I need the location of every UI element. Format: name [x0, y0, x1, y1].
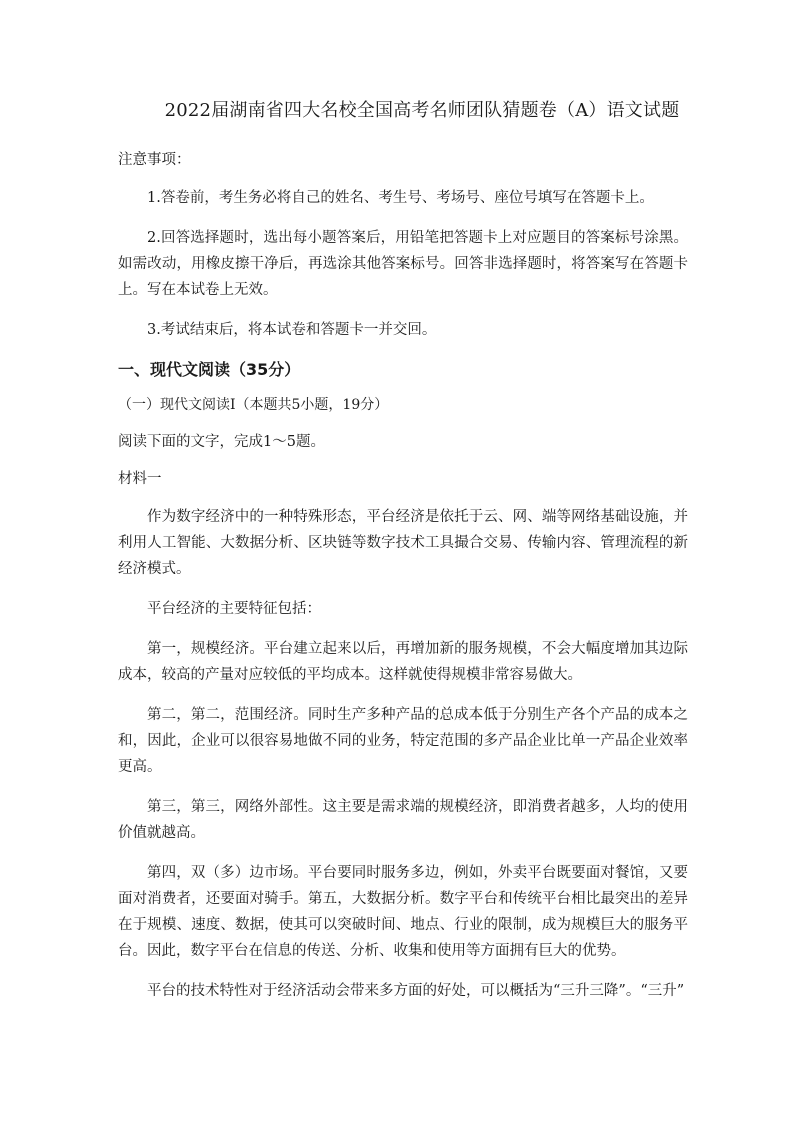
- notice-item-3: 3.考试结束后，将本试卷和答题卡一并交回。: [147, 322, 437, 338]
- notice-item-2: 2.回答选择题时，选出每小题答案后，用铅笔把答题卡上对应题目的答案标号涂黑。如需改动，用橡皮擦干净后，再选涂其他答案标号。回答非选择题时，将答案写在答题卡上。写在本试卷上无效。: [118, 230, 688, 298]
- notice-item-1: 1.答卷前，考生务必将自己的姓名、考生号、考场号、座位号填写在答题卡上。: [147, 190, 654, 206]
- subsection-heading: （一）现代文阅读Ⅰ（本题共5小题，19分）: [118, 397, 389, 413]
- paragraph: 平台经济的主要特征包括：: [147, 601, 321, 617]
- section-heading: 一、现代文阅读（35分）: [118, 360, 301, 379]
- paragraph: 第三，第三，网络外部性。这主要是需求端的规模经济，即消费者越多，人均的使用价值就越高。: [118, 799, 688, 841]
- reading-instruction: 阅读下面的文字，完成1～5题。: [118, 434, 325, 450]
- page-title: 2022届湖南省四大名校全国高考名师团队猜题卷（A）语文试题: [164, 100, 680, 121]
- paragraph: 第四，双（多）边市场。平台要同时服务多边，例如，外卖平台既要面对餐馆，又要面对消费者，还要面对骑手。第五，大数据分析。数字平台和传统平台相比最突出的差异在于规模、速度、数据，使其可以突破时间、地点、行业的限制，成为规模巨大的服务平台。因此，数字平台在信息的传送、分析、收集和使用等方面拥有巨大的优势。: [118, 865, 688, 959]
- paragraph: 作为数字经济中的一种特殊形态，平台经济是依托于云、网、端等网络基础设施，并利用人工智能、大数据分析、区块链等数字技术工具撮合交易、传输内容、管理流程的新经济模式。: [118, 509, 688, 577]
- notice-heading: 注意事项：: [118, 152, 191, 168]
- paragraph: 平台的技术特性对于经济活动会带来多方面的好处，可以概括为“三升三降”。“三升”: [147, 983, 685, 999]
- paragraph: 第二，第二，范围经济。同时生产多种产品的总成本低于分别生产各个产品的成本之和，因此，企业可以很容易地做不同的业务，特定范围的多产品企业比单一产品企业效率更高。: [118, 707, 688, 775]
- material-heading: 材料一: [118, 471, 162, 487]
- exam-page: [118, 96, 688, 1018]
- paragraph: 第一，规模经济。平台建立起来以后，再增加新的服务规模，不会大幅度增加其边际成本，较高的产量对应较低的平均成本。这样就使得规模非常容易做大。: [118, 641, 688, 683]
